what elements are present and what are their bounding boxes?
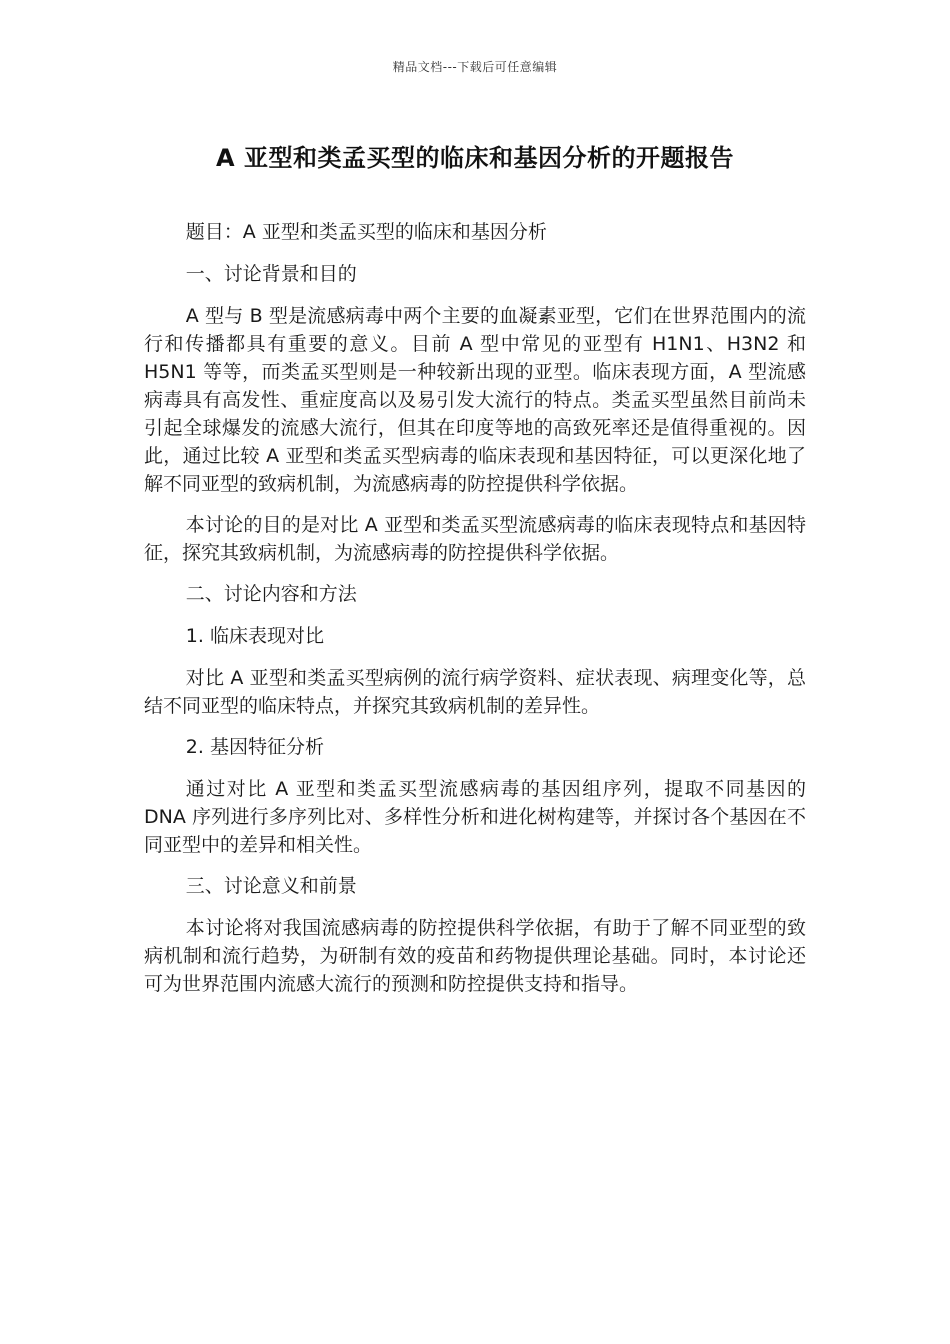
- subheading-gene-analysis: 2. 基因特征分析: [185, 736, 324, 758]
- subheading-clinical-comparison: 1. 临床表现对比: [185, 625, 324, 647]
- section-heading-content-methods: 二、讨论内容和方法: [185, 583, 357, 605]
- paragraph-gene-analysis: 通过对比 A 亚型和类孟买型流感病毒的基因组序列，提取不同基因的 DNA 序列进行多序列比对、多样性分析和进化树构建等，并探讨各个基因在不同亚型中的差异和相关性。: [144, 778, 806, 856]
- section-heading-background: 一、讨论背景和目的: [185, 263, 357, 285]
- header-note: 精品文档---下载后可任意编辑: [392, 60, 558, 74]
- topic-line: 题目：A 亚型和类孟买型的临床和基因分析: [185, 221, 547, 243]
- section-heading-significance: 三、讨论意义和前景: [185, 875, 357, 897]
- paragraph-background: A 型与 B 型是流感病毒中两个主要的血凝素亚型，它们在世界范围内的流行和传播都具有重要的意义。目前 A 型中常见的亚型有 H1N1、H3N2 和 H5N1 等等，而类孟买型则是一种较新出现的亚型。临床表现方面，A 型流感病毒具有高发性、重症度高以及易引发大流行的特点。类孟买型虽然目前尚未引起全球爆发的流感大流行，但其在印度等地的高致死率还是值得重视的。因此，通过比较 A 亚型和类孟买型病毒的临床表现和基因特征，可以更深化地了解不同亚型的致病机制，为流感病毒的防控提供科学依据。: [144, 305, 806, 495]
- document-title: A 亚型和类孟买型的临床和基因分析的开题报告: [216, 144, 734, 172]
- paragraph-clinical-comparison: 对比 A 亚型和类孟买型病例的流行病学资料、症状表现、病理变化等，总结不同亚型的临床特点，并探究其致病机制的差异性。: [144, 667, 806, 717]
- document-body: [144, 218, 806, 1011]
- paragraph-significance: 本讨论将对我国流感病毒的防控提供科学依据，有助于了解不同亚型的致病机制和流行趋势，为研制有效的疫苗和药物提供理论基础。同时，本讨论还可为世界范围内流感大流行的预测和防控提供支持和指导。: [144, 917, 806, 995]
- paragraph-purpose: 本讨论的目的是对比 A 亚型和类孟买型流感病毒的临床表现特点和基因特征，探究其致病机制，为流感病毒的防控提供科学依据。: [144, 514, 806, 564]
